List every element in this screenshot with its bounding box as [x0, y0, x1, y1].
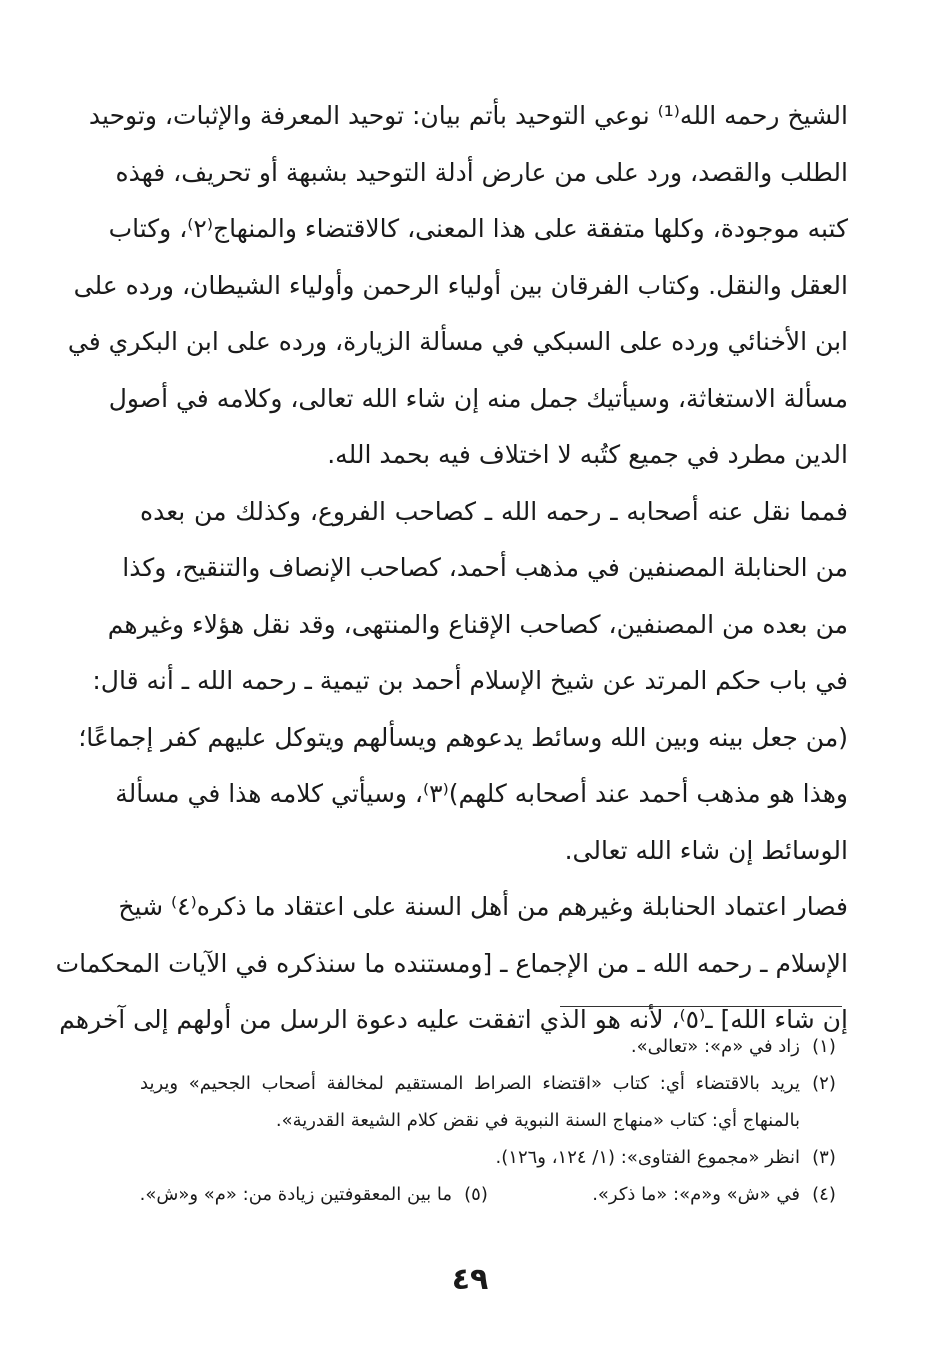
text-line: ابن الأخنائي ورده على السبكي في مسألة الزيارة، ورده على ابن البكري في	[67, 327, 848, 356]
main-text	[55, 88, 848, 1049]
text-line: من الحنابلة المصنفين في مذهب أحمد، كصاحب الإنصاف والتنقيح، وكذا	[122, 553, 848, 582]
footnote-number: (٥)	[464, 1184, 488, 1205]
text-line: (من جعل بينه وبين الله وسائط يدعوهم ويسألهم ويتوكل عليهم كفر إجماعًا؛	[78, 722, 848, 752]
footnote-number: (٢)	[812, 1073, 836, 1094]
footnote-line: بالمنهاج أي: كتاب «منهاج السنة النبوية في نقض كلام الشيعة القدرية».	[275, 1110, 800, 1131]
footnote-text: ما بين المعقوفتين زيادة من: «م» و«ش».	[139, 1184, 452, 1205]
footnote-3	[140, 1139, 848, 1176]
text-line: في باب حكم المرتد عن شيخ الإسلام أحمد بن تيمية ـ رحمه الله ـ أنه قال:	[92, 666, 848, 695]
page-number: ٤٩	[451, 1262, 489, 1297]
footnote-text	[140, 1139, 800, 1176]
text-line: الوسائط إن شاء الله تعالى.	[564, 835, 848, 865]
footnote-4-5-row	[140, 1176, 848, 1213]
text-line: الشيخ رحمه الله⁽¹⁾ نوعي التوحيد بأتم بيان: توحيد المعرفة والإثبات، وتوحيد	[88, 101, 848, 130]
footnote-1	[140, 1028, 848, 1065]
text-line: كتبه موجودة، وكلها متفقة على هذا المعنى، كالاقتضاء والمنهاج⁽٢⁾، وكتاب	[108, 214, 848, 243]
footnote-line: يريد بالاقتضاء أي: كتاب «اقتضاء الصراط المستقيم لمخالفة أصحاب الجحيم» ويريد	[140, 1073, 800, 1094]
footnote-number: (٤)	[812, 1184, 836, 1205]
footnote-text: في «ش» و«م»: «ما ذكر».	[592, 1184, 800, 1205]
footnote-text	[140, 1028, 800, 1065]
text-line: فصار اعتماد الحنابلة وغيرهم من أهل السنة على اعتقاد ما ذكره⁽٤⁾ شيخ	[118, 892, 848, 921]
footnote-separator	[560, 1006, 842, 1007]
footnote-text	[140, 1065, 800, 1139]
text-line: العقل والنقل. وكتاب الفرقان بين أولياء الرحمن وأولياء الشيطان، ورده على	[73, 270, 848, 300]
footnote-number: (١)	[812, 1036, 836, 1057]
text-line: من بعده من المصنفين، كصاحب الإقناع والمنتهى، وقد نقل هؤلاء وغيرهم	[107, 609, 848, 639]
text-line: الإسلام ـ رحمه الله ـ من الإجماع ـ [ومستنده ما سنذكره في الآيات المحكمات	[55, 948, 848, 978]
footnote-line: زاد في «م»: «تعالى».	[630, 1036, 800, 1057]
text-line: وهذا هو مذهب أحمد عند أصحابه كلهم)⁽٣⁾، وسيأتي كلامه هذا في مسألة	[115, 779, 848, 808]
footnote-line: انظر «مجموع الفتاوى»: (١/ ١٢٤، و١٢٦).	[495, 1147, 800, 1168]
footnotes	[140, 1028, 848, 1213]
text-line: الطلب والقصد، ورد على من عارض أدلة التوحيد بشبهة أو تحريف، فهذه	[115, 157, 848, 187]
text-line: فمما نقل عنه أصحابه ـ رحمه الله ـ كصاحب الفروع، وكذلك من بعده	[140, 496, 848, 526]
text-line: مسألة الاستغاثة، وسيأتيك جمل منه إن شاء الله تعالى، وكلامه في أصول	[108, 383, 848, 413]
text-line: إن شاء الله] ـ⁽٥⁾، لأنه هو الذي اتفقت عليه دعوة الرسل من أولهم إلى آخرهم	[59, 1005, 848, 1034]
text-line: الدين مطرد في جميع كتُبه لا اختلاف فيه بحمد الله.	[327, 440, 848, 469]
footnote-number: (٣)	[812, 1147, 836, 1168]
footnote-2	[140, 1065, 848, 1139]
